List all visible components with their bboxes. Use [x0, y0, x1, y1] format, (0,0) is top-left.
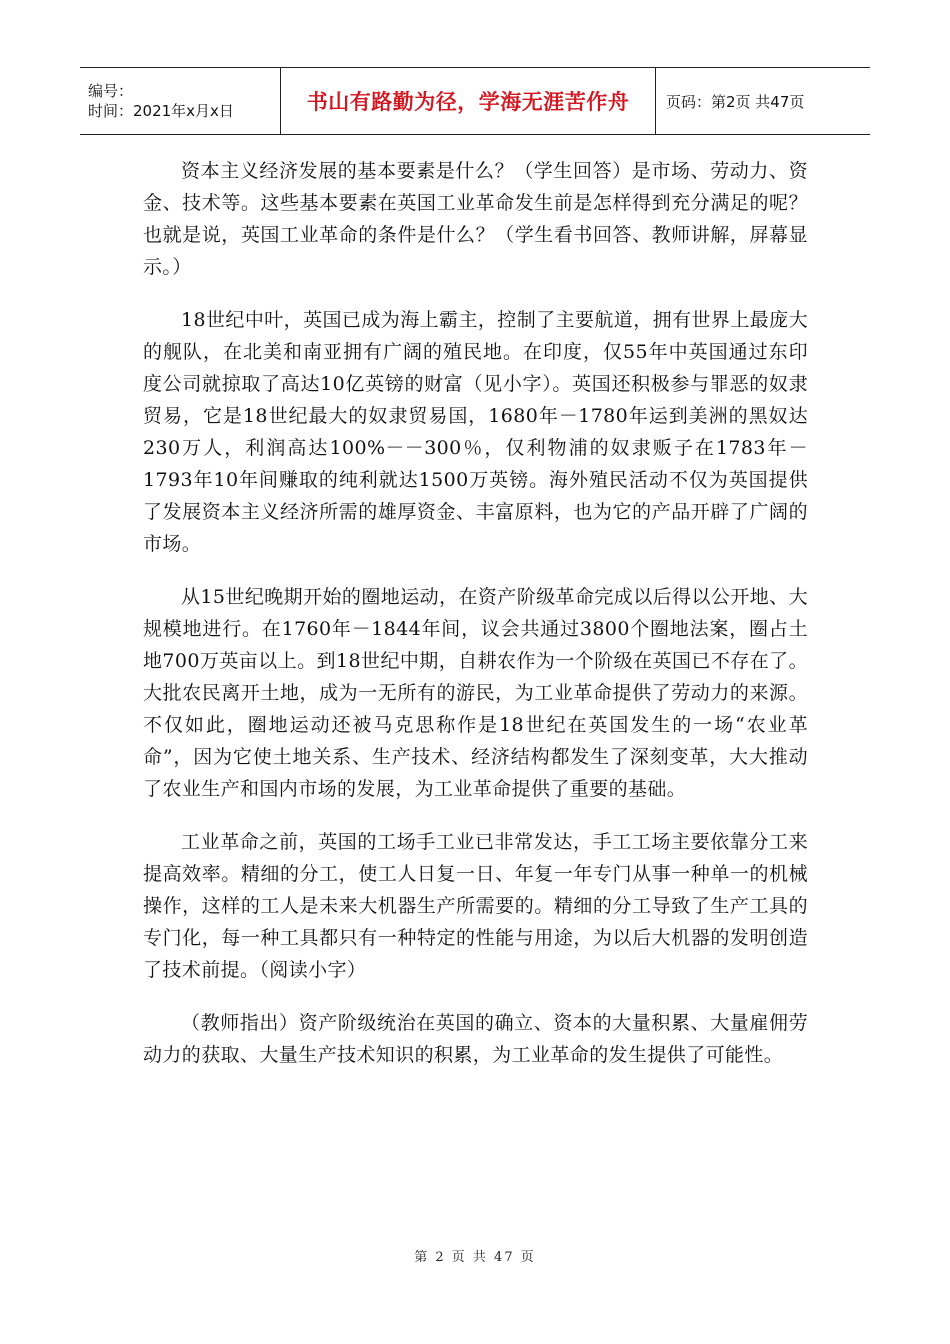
paragraph: 资本主义经济发展的基本要素是什么？（学生回答）是市场、劳动力、资金、技术等。这些基本要素在英国工业革命发生前是怎样得到充分满足的呢？也就是说，英国工业革命的条件是什么？（学生看书回答、教师讲解，屏幕显示。） [143, 160, 808, 278]
header-motto: 书山有路勤为径，学海无涯苦作舟 [281, 68, 656, 134]
paragraph: 18世纪中叶，英国已成为海上霸主，控制了主要航道，拥有世界上最庞大的舰队，在北美和南亚拥有广阔的殖民地。在印度，仅55年中英国通过东印度公司就掠取了高达10亿英镑的财富（见小字）。英国还积极参与罪恶的奴隶贸易，它是18世纪最大的奴隶贸易国，1680年－1780年运到美洲的黑奴达230万人，利润高达100%－－300％，仅利物浦的奴隶贩子在1783年－1793年10年间赚取的纯利就达1500万英镑。海外殖民活动不仅为英国提供了发展资本主义经济所需的雄厚资金、丰富原料，也为它的产品开辟了广阔的市场。 [143, 309, 808, 555]
document-body [143, 155, 808, 1092]
document-number-label: 编号： [88, 82, 134, 100]
paragraph: （教师指出）资产阶级统治在英国的确立、资本的大量积累、大量雇佣劳动力的获取、大量生产技术知识的积累，为工业革命的发生提供了可能性。 [143, 1012, 808, 1066]
document-date: 时间：2021年x月x日 [88, 102, 234, 120]
paragraph: 工业革命之前，英国的工场手工业已非常发达，手工工场主要依靠分工来提高效率。精细的分工，使工人日复一日、年复一年专门从事一种单一的机械操作，这样的工人是未来大机器生产所需要的。精细的分工导致了生产工具的专门化，每一种工具都只有一种特定的性能与用途，为以后大机器的发明创造了技术前提。（阅读小字） [143, 831, 808, 981]
page-footer: 第 2 页 共 47 页 [414, 1250, 536, 1265]
page-header [80, 67, 870, 135]
header-page-info: 页码：第2页 共47页 [666, 92, 805, 111]
paragraph: 从15世纪晚期开始的圈地运动，在资产阶级革命完成以后得以公开地、大规模地进行。在1760年－1844年间，议会共通过3800个圈地法案，圈占土地700万英亩以上。到18世纪中期，自耕农作为一个阶级在英国已不存在了。大批农民离开土地，成为一无所有的游民，为工业革命提供了劳动力的来源。不仅如此，圈地运动还被马克思称作是18世纪在英国发生的一场“农业革命”，因为它使土地关系、生产技术、经济结构都发生了深刻变革，大大推动了农业生产和国内市场的发展，为工业革命提供了重要的基础。 [143, 586, 808, 800]
header-meta [80, 68, 281, 134]
